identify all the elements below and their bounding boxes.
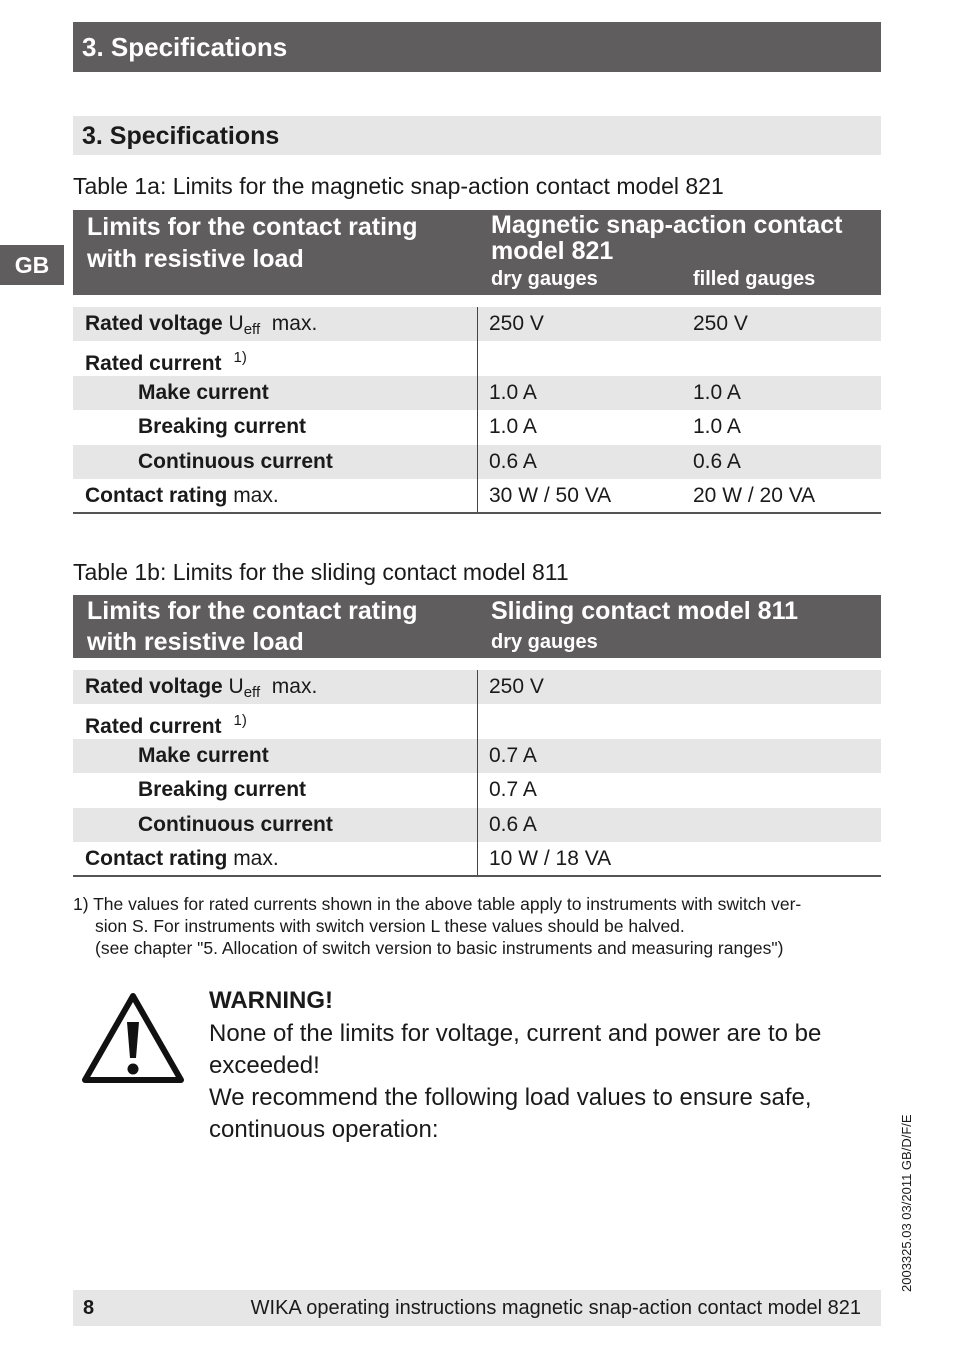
warning-title: WARNING! xyxy=(209,987,333,1014)
warning-triangle-icon xyxy=(80,990,186,1086)
row-value-filled: 0.6 A xyxy=(693,450,741,473)
footer-text: WIKA operating instructions magnetic snap-action contact model 821 xyxy=(250,1297,861,1319)
table1-subheader-filled: filled gauges xyxy=(693,268,816,290)
row-value-filled: 20 W / 20 VA xyxy=(693,484,816,507)
warning-text xyxy=(209,1018,869,1146)
row-value-dry: 1.0 A xyxy=(489,381,537,404)
row-label: Contact rating max. xyxy=(85,847,279,870)
row-value-dry: 0.7 A xyxy=(489,778,537,801)
row-value-filled: 1.0 A xyxy=(693,381,741,404)
page-number: 8 xyxy=(83,1297,95,1319)
row-value-dry: 0.6 A xyxy=(489,450,537,473)
page-footer xyxy=(73,1290,881,1326)
language-tab xyxy=(0,245,64,285)
row-label: Make current xyxy=(138,381,269,404)
table1-header-right-line1: Magnetic snap-action contact xyxy=(491,211,843,239)
row-value-dry: 250 V xyxy=(489,312,544,335)
table2-caption: Table 1b: Limits for the sliding contact model 811 xyxy=(73,559,569,585)
row-value-dry: 250 V xyxy=(489,675,544,698)
row-label: Breaking current xyxy=(138,778,307,801)
footnote-line3: (see chapter "5. Allocation of switch version to basic instruments and measuring ranges") xyxy=(95,938,784,958)
table1-caption: Table 1a: Limits for the magnetic snap-action contact model 821 xyxy=(73,173,724,199)
table1-header xyxy=(73,210,881,295)
row-value-filled: 250 V xyxy=(693,312,748,335)
row-label: Continuous current xyxy=(138,450,333,473)
row-label: Rated current $^{1)}$ xyxy=(85,349,247,375)
table2-column-divider xyxy=(477,670,478,876)
row-label: Continuous current xyxy=(138,813,333,836)
warning-line4: continuous operation: xyxy=(209,1116,439,1143)
footnote xyxy=(73,893,873,959)
row-label: Rated voltage $U_{eff}$ max. xyxy=(85,312,318,338)
table2-header-right-line1: Sliding contact model 811 xyxy=(491,597,799,625)
table1-subheader-dry: dry gauges xyxy=(491,268,598,290)
page-header xyxy=(73,22,881,72)
row-value-dry: 0.6 A xyxy=(489,813,537,836)
row-value-dry: 30 W / 50 VA xyxy=(489,484,612,507)
row-label: Rated current $^{1)}$ xyxy=(85,712,247,738)
row-label: Contact rating max. xyxy=(85,484,279,507)
warning-line3: We recommend the following load values to ensure safe, xyxy=(209,1084,812,1111)
table1-header-right-line2: model 821 xyxy=(491,237,614,265)
warning-line1: None of the limits for voltage, current and power are to be xyxy=(209,1020,822,1047)
language-tab-label: GB xyxy=(14,252,50,278)
warning-line2: exceeded! xyxy=(209,1052,320,1079)
table2-header-left-line1: Limits for the contact rating xyxy=(87,597,418,625)
table1-header-left-line1: Limits for the contact rating xyxy=(87,213,418,241)
table2-header-left-line2: with resistive load xyxy=(87,628,304,656)
row-label: Breaking current xyxy=(138,415,307,438)
row-value-filled: 1.0 A xyxy=(693,415,741,438)
table1-column-divider xyxy=(477,307,478,513)
table1-header-left-line2: with resistive load xyxy=(87,245,304,273)
footnote-line1: 1) The values for rated currents shown in the above table apply to instruments with switch ver- xyxy=(73,894,802,914)
table1-bottom-rule xyxy=(73,512,881,514)
table2-header xyxy=(73,595,881,658)
row-label: Rated voltage $U_{eff}$ max. xyxy=(85,675,318,701)
footnote-line2: sion S. For instruments with switch version L these values should be halved. xyxy=(95,916,685,936)
row-value-dry: 10 W / 18 VA xyxy=(489,847,612,870)
row-label: Make current xyxy=(138,744,269,767)
table2-bottom-rule xyxy=(73,875,881,877)
table2-subheader-dry: dry gauges xyxy=(491,631,598,653)
document-code: 2003325.03 03/2011 GB/D/F/E xyxy=(899,1114,914,1292)
section-heading xyxy=(73,116,881,155)
page-header-title: 3. Specifications xyxy=(82,32,288,62)
section-heading-title: 3. Specifications xyxy=(82,122,280,150)
row-value-dry: 0.7 A xyxy=(489,744,537,767)
row-value-dry: 1.0 A xyxy=(489,415,537,438)
